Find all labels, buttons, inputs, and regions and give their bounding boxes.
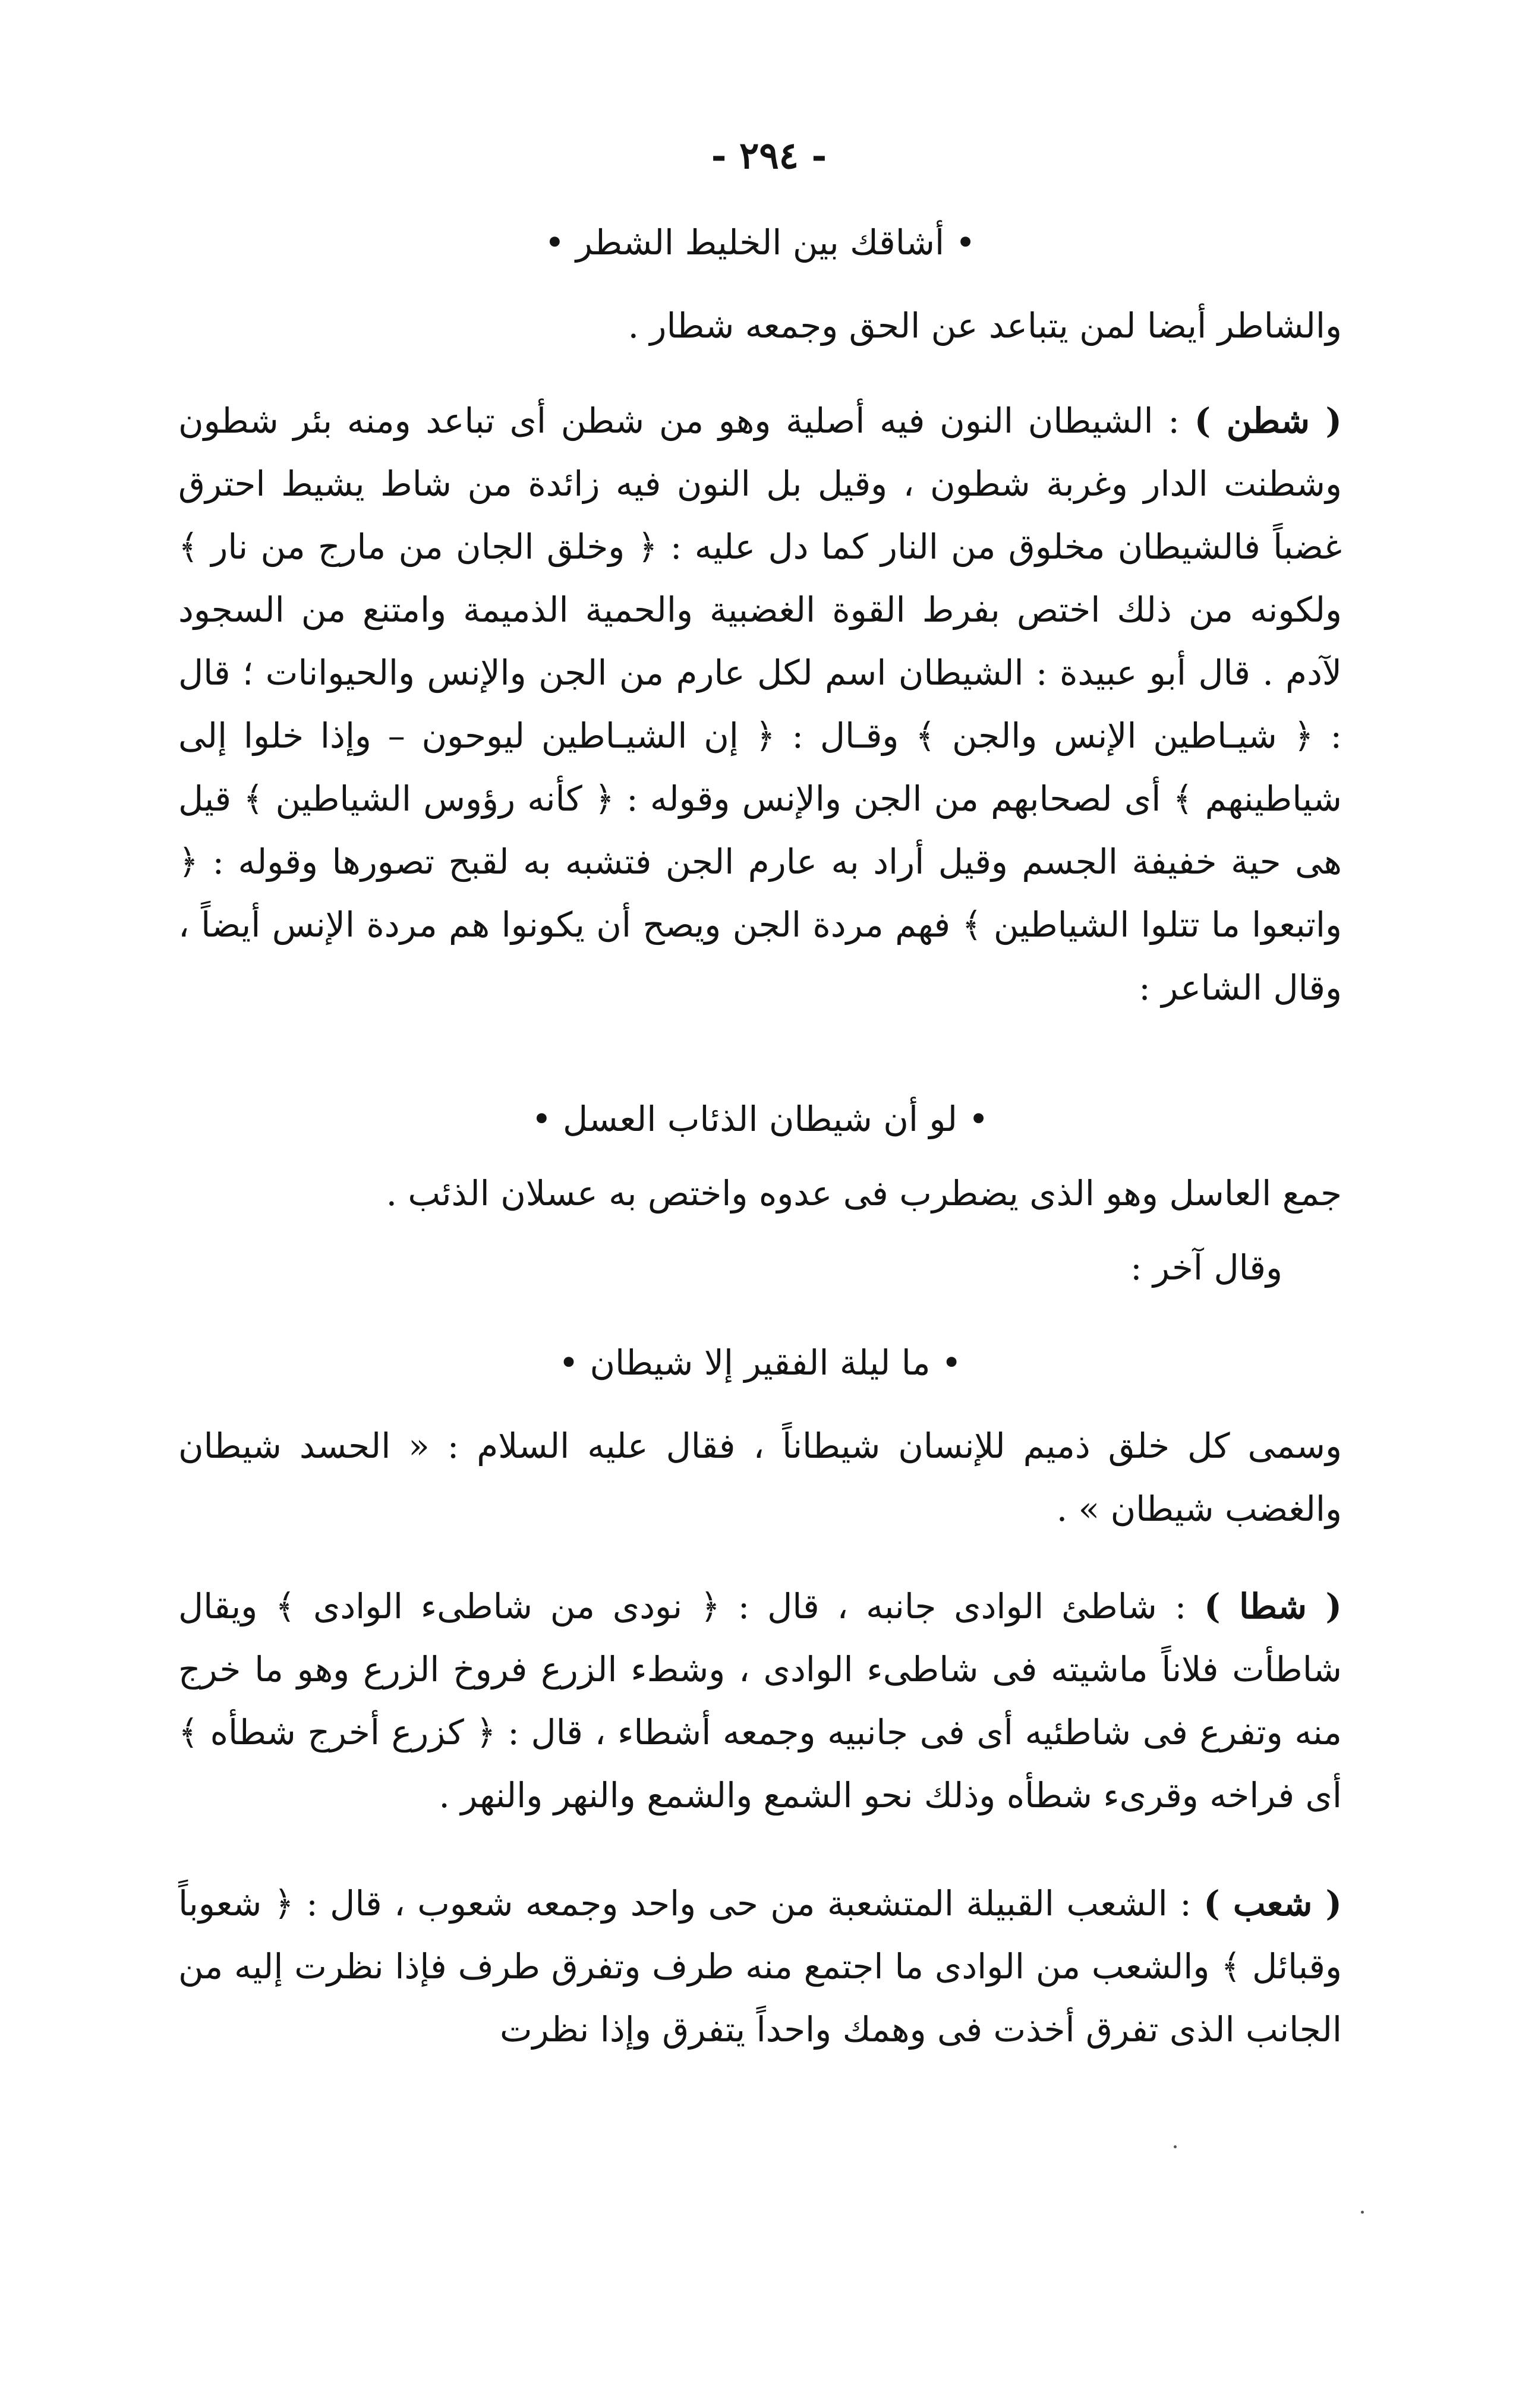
entry-shatan-body: : الشيطان النون فيه أصلية وهو من شطن أى تباعد ومنه بئر شطون وشطنت الدار وغربة شطون ، وقيل بل النون فيه زائدة من شاط يشيط احترق غضباً فالشيطان مخلوق من النار كما دل عليه : ﴿ وخلق الجان من مارج من نار ﴾ ولكونه من ذلك اختص بفرط القوة الغضبية والحمية الذميمة وامتنع من السجود لآدم . قال أبو عبيدة : الشيطان اسم لكل عارم من الجن والإنس والحيوانات ؛ قال : ﴿ شيـاطين الإنس والجن ﴾ وقـال : ﴿ إن الشيـاطين ليوحون – وإذا خلوا إلى شياطينهم ﴾ أى لصحابهم من الجن والإنس وقوله : ﴿ كأنه رؤوس الشياطين ﴾ قيل هى حية خفيفة الجسم وقيل أراد به عارم الجن فتشبه به لقبح تصورها وقوله : ﴿ واتبعوا ما تتلوا الشياطين ﴾ فهم مردة الجن ويصح أن يكونوا هم مردة الإنس أيضاً ، وقال الشاعر : (178, 401, 1342, 1008)
paragraph-khulq: وسمى كل خلق ذميم للإنسان شيطاناً ، فقال عليه السلام : « الحسد شيطان والغضب شيطان » . (178, 1426, 1342, 1529)
verse-line-1: • أشاقك بين الخليط الشطر • (544, 222, 976, 263)
entry-shata (178, 1575, 1342, 1827)
headword-shaab: ( شعب ) (1203, 1883, 1342, 1924)
entry-shaab-body: : الشعب القبيلة المتشعبة من حى واحد وجمعه شعوب ، قال : ﴿ شعوباً وقبائل ﴾ والشعب من الوادى ما اجتمع منه طرف وتفرق طرف فإذا نظرت إليه من الجانب الذى تفرق أخذت فى وهمك واحداً يتفرق وإذا نظرت (178, 1883, 1342, 2050)
headword-shata: ( شطا ) (1204, 1586, 1342, 1627)
paragraph-asil: جمع العاسل وهو الذى يضطرب فى عدوه واختص به عسلان الذئب . (386, 1173, 1342, 1214)
entry-shata-body: : شاطئ الوادى جانبه ، قال : ﴿ نودى من شاطىء الوادى ﴾ ويقال شاطأت فلاناً ماشيته فى شاطىء الوادى ، وشطء الزرع فروخ الزرع وهو ما خرج منه وتفرع فى شاطئيه أى فى جانبيه وجمعه أشطاء ، قال : ﴿ كزرع أخرج شطأه ﴾ أى فراخه وقرىء شطأه وذلك نحو الشمع والشمع والنهر والنهر . (178, 1586, 1342, 1816)
scan-speck (1361, 2211, 1364, 2214)
paragraph-qala-akhar: وقال آخر : (1130, 1247, 1282, 1288)
entry-shaab (178, 1872, 1342, 2061)
entry-shatan (178, 389, 1342, 1019)
headword-shatan: ( شطن ) (1194, 401, 1342, 441)
page-number: - ٢٩٤ - (711, 134, 827, 177)
verse-line-2: • لو أن شيطان الذئاب العسل • (531, 1099, 989, 1139)
scan-speck (1174, 2145, 1177, 2148)
verse-line-3: • ما ليلة الفقير إلا شيطان • (558, 1342, 962, 1383)
paragraph-shatir: والشاطر أيضا لمن يتباعد عن الحق وجمعه شطار . (628, 305, 1342, 346)
